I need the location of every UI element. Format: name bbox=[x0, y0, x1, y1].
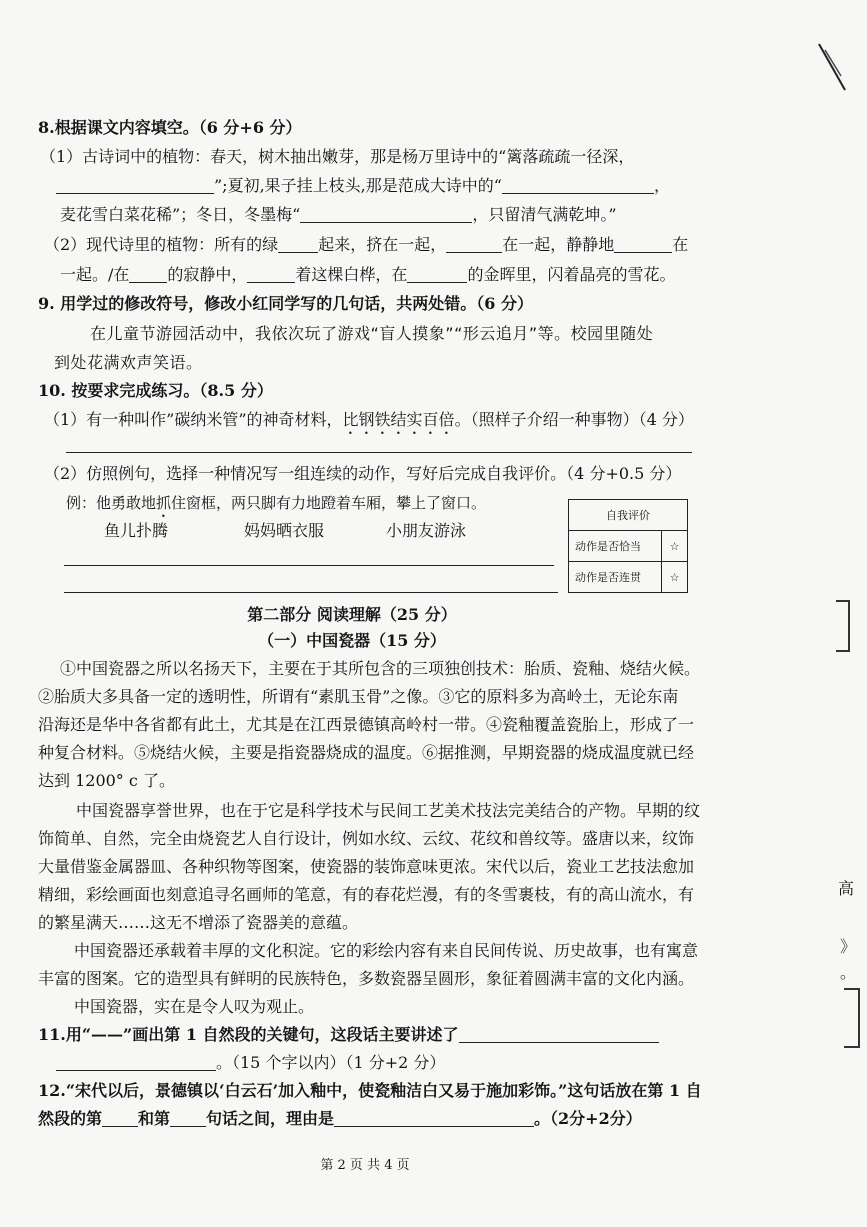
answer-blank[interactable] bbox=[300, 206, 472, 223]
margin-char: 。 bbox=[840, 963, 857, 982]
para1-line: ①中国瓷器之所以名扬天下，主要在于其所包含的三项独创技术：胎质、瓷釉、烧结火候。 bbox=[60, 659, 701, 678]
answer-blank[interactable] bbox=[334, 1110, 534, 1127]
passage-subtitle: （一）中国瓷器（15 分） bbox=[258, 631, 446, 650]
answer-blank[interactable] bbox=[170, 1110, 206, 1127]
page-footer: 第 2 页 共 4 页 bbox=[320, 1158, 410, 1173]
answer-line[interactable] bbox=[64, 592, 558, 593]
answer-blank[interactable] bbox=[56, 177, 214, 194]
q8-line4: （2）现代诗里的植物：所有的绿 起来，挤在一起， 在一起，静静地 在 bbox=[44, 235, 689, 254]
answer-blank[interactable] bbox=[502, 177, 654, 194]
eval-row-coherent: 动作是否连贯 bbox=[569, 562, 662, 593]
option-kid: 小朋友游泳 bbox=[386, 521, 467, 540]
margin-bracket-bottom bbox=[844, 1046, 858, 1048]
para2-line: 大量借鉴金属器皿、各种织物等图案，使瓷器的装饰意味更浓。宋代以后，瓷业工艺技法愈加 bbox=[38, 857, 695, 876]
margin-bracket bbox=[848, 600, 850, 652]
para1-line: ②胎质大多具备一定的透明性，所谓有“素肌玉骨”之像。③它的原料多为高岭土，无论东南 bbox=[38, 687, 679, 706]
q8-line5: 一起。/在 的寂静中， 着这棵白桦，在 的金晖里，闪着晶亮的雪花。 bbox=[60, 265, 676, 284]
para3-line: 中国瓷器还承载着丰厚的文化积淀。它的彩绘内容有来自民间传说、历史故事，也有寓意 bbox=[74, 941, 699, 960]
star-icon[interactable]: ☆ bbox=[662, 562, 688, 593]
margin-char: 》 bbox=[840, 937, 857, 956]
margin-bracket-top bbox=[836, 600, 848, 602]
answer-blank[interactable] bbox=[278, 236, 318, 253]
para2-line: 的繁星满天……这无不增添了瓷器美的意蕴。 bbox=[38, 913, 359, 932]
para1-line: 种复合材料。⑤烧结火候，主要是指瓷器烧成的温度。⑥据推测，早期瓷器的烧成温度就已经 bbox=[38, 743, 695, 762]
q10-p1: （1）有一种叫作”碳纳米管”的神奇材料，比钢铁结实百倍。（照样子介绍一种事物）（4 分） bbox=[44, 410, 694, 429]
self-evaluation-table bbox=[568, 499, 688, 593]
q10-example: 例：他勇敢地抓住窗框，两只脚有力地蹬着车厢，攀上了窗口。 bbox=[66, 494, 487, 512]
q8-title: 8.根据课文内容填空。（6 分+6 分） bbox=[38, 118, 302, 137]
option-mom: 妈妈晒衣服 bbox=[244, 521, 325, 540]
para2-line: 饰简单、自然，完全由烧瓷艺人自行设计，例如水纹、云纹、花纹和兽纹等。盛唐以来，纹饰 bbox=[38, 829, 695, 848]
para1-line: 达到 1200° c 了。 bbox=[38, 771, 175, 790]
part2-title: 第二部分 阅读理解（25 分） bbox=[247, 605, 457, 624]
para1-line: 沿海还是华中各省都有此土，尤其是在江西景德镇高岭村一带。④瓷釉覆盖瓷胎上，形成了一 bbox=[38, 715, 695, 734]
q12-line2: 然段的第 和第 句话之间，理由是 。（2分+2分） bbox=[38, 1109, 642, 1128]
q8-line3: 麦花雪白菜花稀”；冬日，冬墨梅“ ，只留清气满乾坤。” bbox=[60, 205, 617, 224]
answer-blank[interactable] bbox=[102, 1110, 138, 1127]
q12-line1: 12.“宋代以后，景德镇以‘白云石’加入釉中，使瓷釉洁白又易于施加彩饰。”这句话放在第 1 自 bbox=[38, 1081, 702, 1100]
answer-blank[interactable] bbox=[56, 1054, 216, 1071]
margin-char: 高 bbox=[838, 879, 855, 898]
margin-bracket-bottom bbox=[836, 650, 848, 652]
q9-title: 9. 用学过的修改符号，修改小红同学写的几句话，共两处错。（6 分） bbox=[38, 294, 533, 313]
para2-line: 中国瓷器享誉世界，也在于它是科学技术与民间工艺美术技法完美结合的产物。早期的纹 bbox=[76, 801, 701, 820]
para4-line: 中国瓷器，实在是令人叹为观止。 bbox=[74, 997, 315, 1016]
answer-line[interactable] bbox=[64, 565, 554, 566]
answer-blank[interactable] bbox=[459, 1026, 659, 1043]
answer-blank[interactable] bbox=[247, 266, 295, 283]
q10-p2: （2）仿照例句，选择一种情况写一组连续的动作，写好后完成自我评价。（4 分+0.5 分） bbox=[44, 464, 682, 483]
scan-mark bbox=[815, 40, 855, 100]
q10-title: 10. 按要求完成练习。（8.5 分） bbox=[38, 381, 273, 400]
para3-line: 丰富的图案。它的造型具有鲜明的民族特色，多数瓷器呈圆形，象征着圆满丰富的文化内涵。 bbox=[38, 969, 695, 988]
q11-line2: 。（15 个字以内）（1 分+2 分） bbox=[56, 1052, 445, 1074]
answer-blank[interactable] bbox=[614, 236, 672, 253]
answer-line[interactable] bbox=[66, 452, 692, 453]
answer-blank[interactable] bbox=[446, 236, 502, 253]
star-icon[interactable]: ☆ bbox=[662, 531, 688, 562]
margin-bracket bbox=[858, 988, 860, 1048]
q8-line2: ”;夏初,果子挂上枝头,那是范成大诗中的“ ， bbox=[56, 175, 670, 197]
para2-line: 精细，彩绘画面也刻意追寻名画师的笔意，有的春花烂漫，有的冬雪裹枝，有的高山流水，有 bbox=[38, 885, 695, 904]
answer-blank[interactable] bbox=[407, 266, 467, 283]
eval-title: 自我评价 bbox=[569, 500, 688, 531]
option-fish: 鱼儿扑腾 bbox=[104, 521, 169, 540]
q11-line1: 11.用“——”画出第 1 自然段的关键句，这段话主要讲述了 bbox=[38, 1024, 659, 1046]
q8-line1: （1）古诗词中的植物：春天，树木抽出嫩芽，那是杨万里诗中的“篱落疏疏一径深， bbox=[40, 147, 635, 166]
margin-bracket-top bbox=[844, 988, 858, 990]
q9-text-line2: 到处花满欢声笑语。 bbox=[54, 353, 203, 372]
eval-row-appropriate: 动作是否恰当 bbox=[569, 531, 662, 562]
answer-blank[interactable] bbox=[129, 266, 167, 283]
q9-text-line1: 在儿童节游园活动中，我依次玩了游戏“盲人摸象”“形云追月”等。校园里随处 bbox=[90, 324, 654, 343]
